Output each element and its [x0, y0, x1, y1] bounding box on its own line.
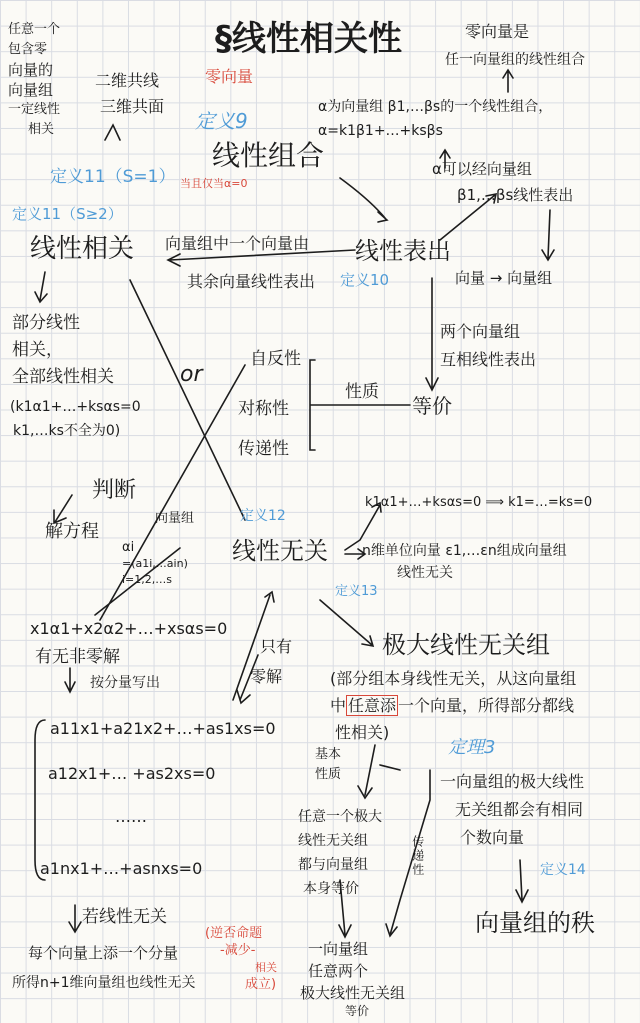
- add-component-note: 每个向量上添一个分量: [28, 944, 179, 962]
- iff-note: 当且仅当α=0: [180, 177, 248, 190]
- symmetric-label: 对称性: [238, 399, 289, 419]
- property-bracket: [310, 360, 410, 450]
- reflexive-label: 自反性: [250, 349, 301, 369]
- maximal-independent-heading: 极大线性无关组: [382, 631, 550, 659]
- definition-11-s2-label: 定义11（S≥2）: [12, 205, 123, 223]
- definition-9-label: 定义9: [195, 109, 248, 133]
- linear-combination-heading: 线性组合: [212, 139, 325, 172]
- arrow-eq-down: [65, 668, 75, 692]
- mutual-expression-note: 两个向量组 互相线性表出: [440, 322, 537, 369]
- homogeneous-equation: x1α1+x2α2+…+xsαs=0: [30, 619, 228, 638]
- nonzero-solution-question: 有无非零解: [35, 647, 120, 667]
- arrow-expression-to-equivalent: [426, 278, 438, 390]
- linear-combination-def: α为向量组 β1,…βs的一个线性组合， α=k1β1+…+ksβs: [318, 99, 553, 139]
- dependent-condition: (k1α1+…+ksαs=0 k1,…ks不全为0): [10, 399, 141, 439]
- transitive-label: 传递性: [238, 439, 289, 459]
- definition-11-s1-label: 定义11（S=1）: [50, 167, 176, 187]
- arrow-count-to-rank: [516, 860, 528, 902]
- independent-condition: k1α1+…+ksαs=0 ⟹ k1=…=ks=0: [365, 495, 593, 510]
- system-row-n: a1nx1+…+asnxs=0: [40, 859, 203, 878]
- arrow-up-small: [105, 125, 120, 140]
- vector-group-label: 向量组: [155, 511, 195, 526]
- converse-note: (逆否命题 -减少- 相关 成立): [205, 926, 277, 992]
- basic-property-label: 基本 性质: [315, 747, 342, 782]
- definition-10-label: 定义10: [340, 271, 390, 289]
- rank-heading: 向量组的秩: [475, 909, 595, 937]
- zero-vector-label: 零向量: [205, 67, 254, 86]
- property-label: 性质: [345, 382, 379, 402]
- system-dots: ……: [115, 807, 147, 826]
- partial-dependent-note: 部分线性 相关， 全部线性相关: [12, 313, 114, 387]
- arrow-indep-to-max: [320, 600, 373, 646]
- arrow-combination-to-expression: [340, 178, 387, 222]
- equal-count-note: 一向量组的极大线性 无关组都会有相同 个数向量: [440, 772, 585, 847]
- arrow-system-down: [69, 905, 81, 932]
- zero-vector-note: 零向量是 任一向量组的线性组合: [445, 22, 585, 68]
- linear-independent-heading: 线性无关: [232, 537, 328, 565]
- linear-dependent-heading: 线性相关: [30, 234, 135, 264]
- two-maximal-equivalent-note: 一向量组 任意两个 极大线性无关组 等价: [300, 940, 406, 1018]
- unit-vector-note: n维单位向量 ε1,…εn组成向量组 线性无关: [362, 543, 567, 581]
- collinear-note: 二维共线 三维共面: [95, 71, 165, 116]
- judge-label: 判断: [92, 478, 137, 503]
- or-label: or: [180, 362, 203, 387]
- arrow-right-down: [542, 210, 554, 260]
- equivalent-label: 等价: [412, 394, 452, 418]
- linear-expression-heading: 线性表出: [355, 237, 451, 265]
- arrow-judge: [54, 495, 72, 523]
- vector-to-group: 向量 → 向量组: [455, 269, 553, 287]
- alpha-i-def: αi =(a1i,…ain) i=1,2,…s: [122, 540, 188, 586]
- result-note: 所得n+1维向量组也线性无关: [12, 975, 196, 991]
- if-independent-label: 若线性无关: [82, 907, 167, 927]
- emphasis-box: 任意添: [348, 696, 397, 715]
- alpha-representation: α可以经向量组 β1,…βs线性表出: [432, 160, 574, 204]
- solve-equation-label: 解方程: [45, 521, 99, 542]
- definition-12-label: 定义12: [240, 508, 286, 524]
- arrow-basic-prop: [358, 745, 375, 798]
- definition-13-label: 定义13: [335, 584, 378, 599]
- transitive-side-label: 传递性: [410, 835, 425, 877]
- arrow-dependent-down: [35, 272, 47, 302]
- only-zero-solution: 只有 零解: [250, 637, 293, 686]
- system-row-1: a11x1+a21x2+…+as1xs=0: [50, 719, 276, 738]
- maximal-definition: (部分组本身线性无关，从这向量组 中 任意添 一个向量，所得部分都线 性相关): [330, 669, 577, 742]
- one-vector-expressed: 向量组中一个向量由 其余向量线性表出: [165, 234, 316, 291]
- system-bracket: [35, 720, 45, 880]
- any-maximal-note: 任意一个极大 线性无关组 都与向量组 本身等价: [298, 809, 382, 897]
- theorem-3-label: 定理3: [448, 737, 496, 758]
- left-note: 任意一个 包含零 向量的 向量组 一定线性 相关: [8, 22, 61, 137]
- system-row-2: a12x1+… +as2xs=0: [48, 764, 216, 783]
- definition-14-label: 定义14: [540, 862, 586, 878]
- page-title: §线性相关性: [215, 19, 402, 59]
- line-x-a: [130, 280, 245, 520]
- by-component-note: 按分量写出: [90, 675, 160, 691]
